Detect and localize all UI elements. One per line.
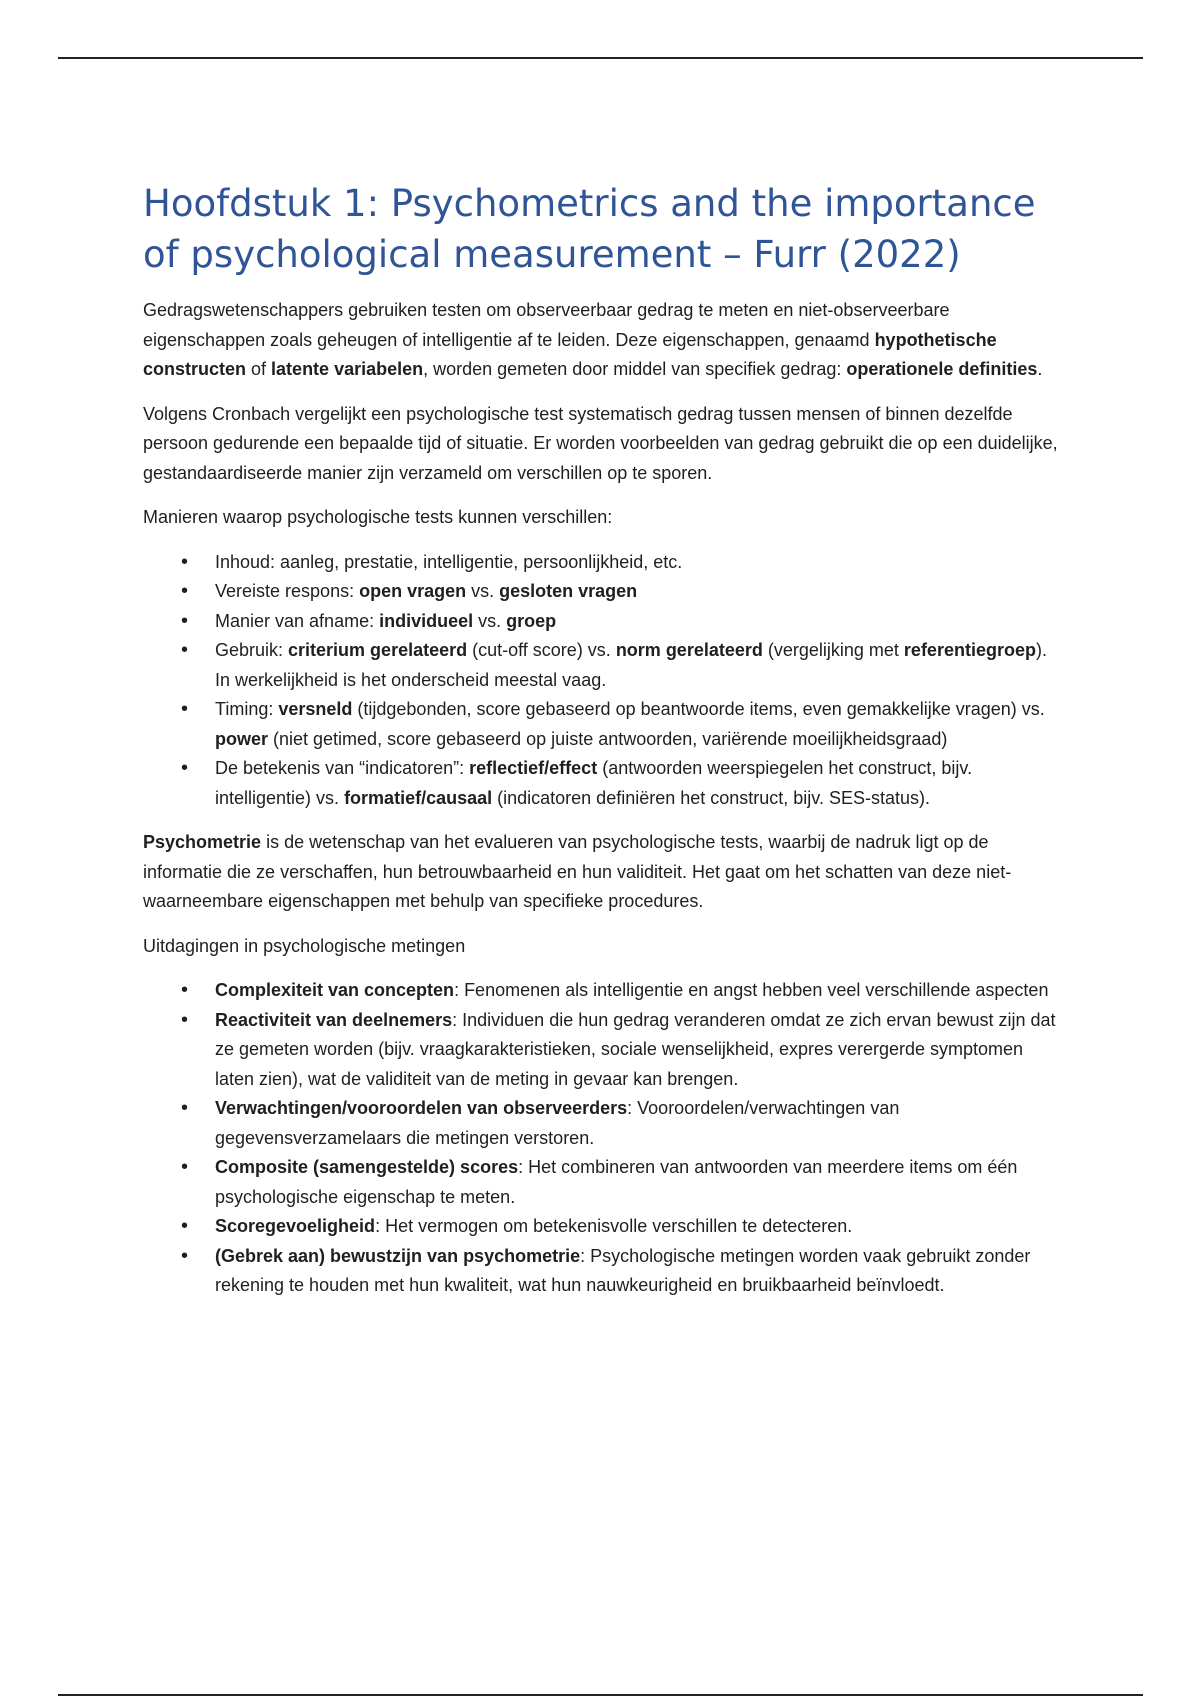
test-differences-list <box>143 548 1063 814</box>
header-rule <box>58 57 1143 59</box>
list-item: • Inhoud: aanleg, prestatie, intelligentie, persoonlijkheid, etc. <box>215 548 1063 578</box>
document-body <box>143 178 1063 1316</box>
list-item: • Scoregevoeligheid: Het vermogen om betekenisvolle verschillen te detecteren. <box>215 1212 1063 1242</box>
differences-heading: Manieren waarop psychologische tests kunnen verschillen: <box>143 507 613 527</box>
list-item: • Timing: versneld (tijdgebonden, score gebaseerd op beantwoorde items, even gemakkelijke vragen) vs. power (niet getimed, score gebaseerd op juiste antwoorden, variërende moeilijkheidsgraad) <box>215 695 1063 754</box>
cronbach-paragraph: Volgens Cronbach vergelijkt een psychologische test systematisch gedrag tussen mensen of binnen dezelfde persoon gedurende een bepaalde tijd of situatie. Er worden voorbeelden van gedrag gebruikt die op een duidelijke, gestandaardiseerde manier zijn verzameld om verschillen op te sporen. <box>143 403 1058 483</box>
psychometrics-paragraph: Psychometrie is de wetenschap van het evalueren van psychologische tests, waarbij de nadruk ligt op de informatie die ze verschaffen, hun betrouwbaarheid en hun validiteit. Het gaat om het schatten van deze niet-waarneembare eigenschappen met behulp van specifieke procedures. <box>143 832 1012 911</box>
footer-rule <box>58 1694 1143 1696</box>
chapter-title: Hoofdstuk 1: Psychometrics and the importance of psychological measurement – Furr (2022) <box>143 182 1036 276</box>
challenges-heading: Uitdagingen in psychologische metingen <box>143 935 466 956</box>
challenges-list <box>143 976 1063 1301</box>
list-item: • Complexiteit van concepten: Fenomenen als intelligentie en angst hebben veel verschillende aspecten <box>215 976 1063 1006</box>
list-item: • Manier van afname: individueel vs. groep <box>215 607 1063 637</box>
list-item: • Verwachtingen/vooroordelen van observeerders: Vooroordelen/verwachtingen van gegevensverzamelaars die metingen verstoren. <box>215 1094 1063 1153</box>
list-item: • Reactiviteit van deelnemers: Individuen die hun gedrag veranderen omdat ze zich ervan bewust zijn dat ze gemeten worden (bijv. vraagkarakteristieken, sociale wenselijkheid, expres verergerde symptomen laten zien), wat de validiteit van de meting in gevaar kan brengen. <box>215 1006 1063 1095</box>
list-item: • Composite (samengestelde) scores: Het combineren van antwoorden van meerdere items om één psychologische eigenschap te meten. <box>215 1153 1063 1212</box>
intro-paragraph: Gedragswetenschappers gebruiken testen om observeerbaar gedrag te meten en niet-observeerbare eigenschappen zoals geheugen of intelligentie af te leiden. Deze eigenschappen, genaamd hypothetische constructen of latente variabelen, worden gemeten door middel van specifiek gedrag: operationele definities. <box>143 300 1043 379</box>
list-item: • Gebruik: criterium gerelateerd (cut-off score) vs. norm gerelateerd (vergelijking met referentiegroep). In werkelijkheid is het onderscheid meestal vaag. <box>215 636 1063 695</box>
list-item: • De betekenis van “indicatoren”: reflectief/effect (antwoorden weerspiegelen het construct, bijv. intelligentie) vs. formatief/causaal (indicatoren definiëren het construct, bijv. SES-status). <box>215 754 1063 813</box>
list-item: • (Gebrek aan) bewustzijn van psychometrie: Psychologische metingen worden vaak gebruikt zonder rekening te houden met hun kwaliteit, wat hun nauwkeurigheid en bruikbaarheid beïnvloedt. <box>215 1242 1063 1301</box>
list-item: • Vereiste respons: open vragen vs. gesloten vragen <box>215 577 1063 607</box>
